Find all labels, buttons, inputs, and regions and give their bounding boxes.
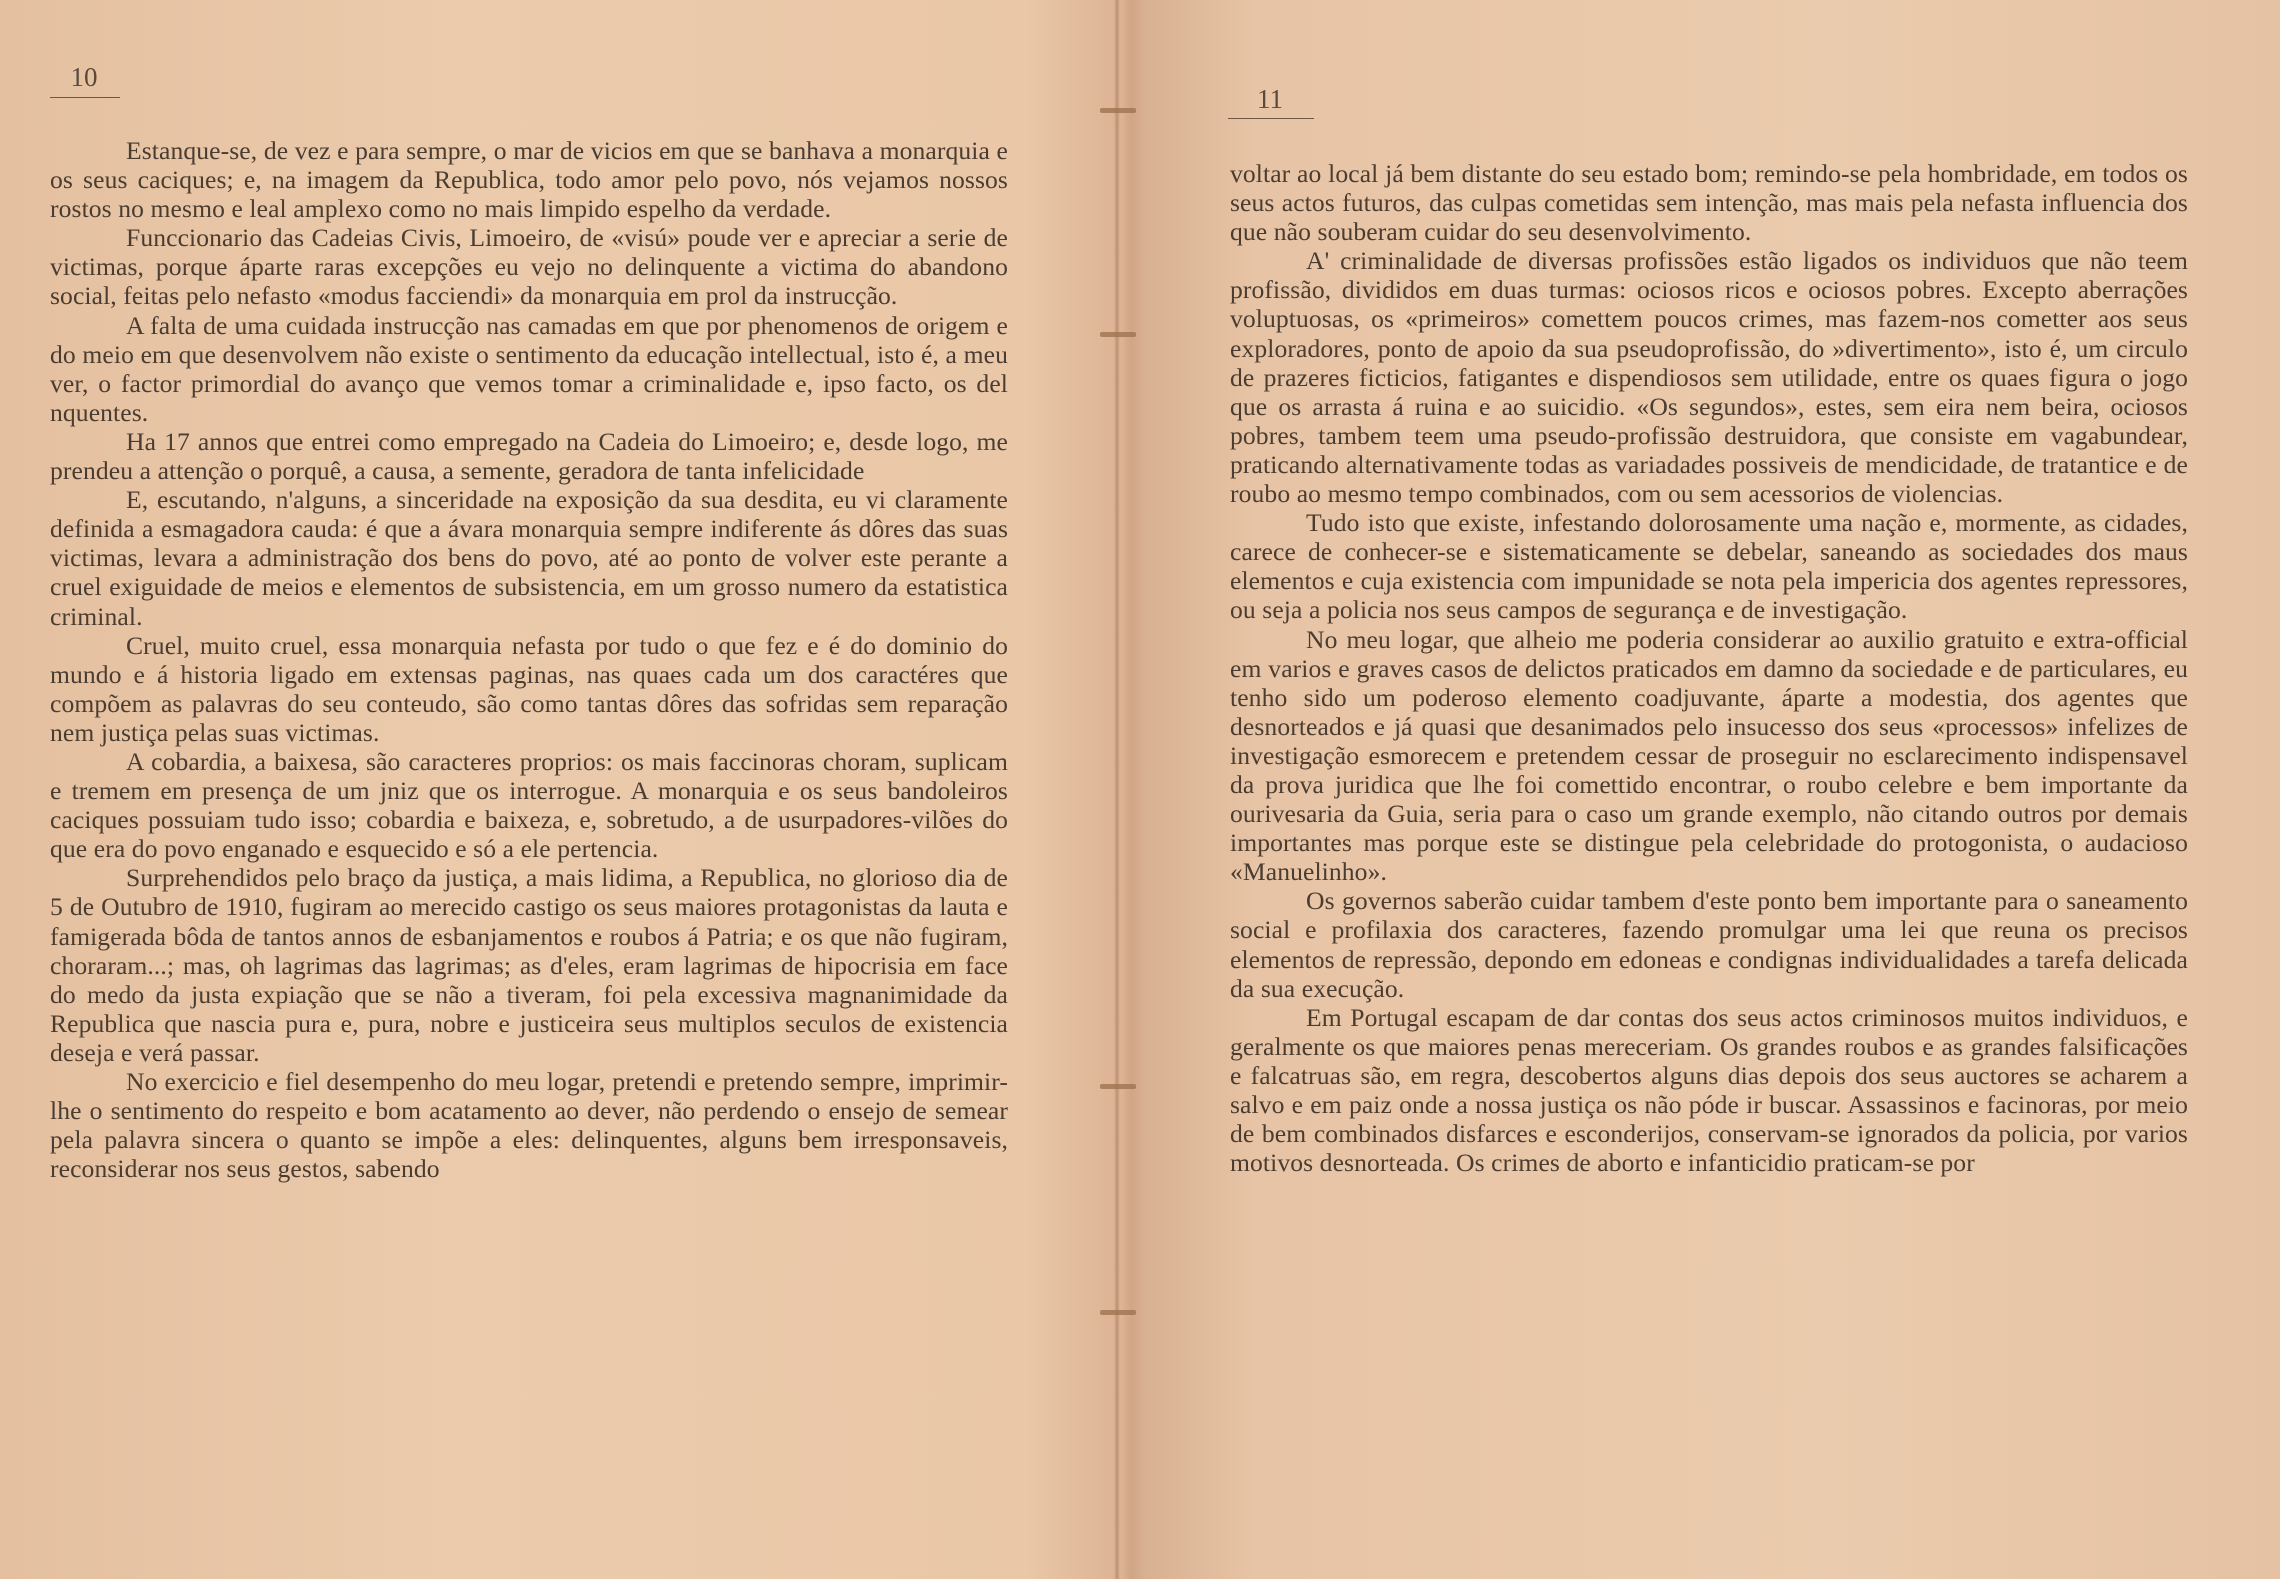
paragraph: Os governos saberão cuidar tambem d'este ponto bem importante para o saneamento social e profilaxia dos caracteres, fazendo promulgar uma lei que reuna os precisos elementos de repressão, depondo em edoneas e condignas individualidades a tarefa delicada da sua execução.: [1230, 886, 2188, 1003]
page-number-rule: [50, 97, 120, 98]
paragraph: Em Portugal escapam de dar contas dos seus actos criminosos muitos individuos, e geralmente os que maiores penas mereceriam. Os grandes roubos e as grandes falsificações e falcatruas são, em regra, descobertos alguns dias depois dos seus auctores se acharem a salvo e em paiz onde a nossa justiça os não póde ir buscar. Assassinos e facinoras, por meio de bem combinados disfarces e esconderijos, conservam-se ignorados da policia, por varios motivos desnorteada. Os crimes de aborto e infanticidio praticam-se por: [1230, 1002, 2188, 1178]
paragraph: E, escutando, n'alguns, a sinceridade na exposição da sua desdita, eu vi claramente definida a esmagadora cauda: é que a ávara monarquia sempre indiferente ás dôres das suas victimas, levara a administração dos bens do povo, até ao ponto de volver este perante a cruel exiguidade de meios e elementos de subsistencia, em um grosso numero da estatistica criminal.: [50, 485, 1008, 631]
book-spine: [1114, 0, 1120, 1579]
page-number: 11: [1257, 84, 1283, 114]
left-page: [0, 0, 1118, 1579]
paragraph: Ha 17 annos que entrei como empregado na Cadeia do Limoeiro; e, desde logo, me prendeu a attenção o porquê, a causa, a semente, geradora de tanta infelicidade: [50, 426, 1008, 486]
paragraph: Tudo isto que existe, infestando dolorosamente uma nação e, mormente, as cidades, carece de conhecer-se e sistematicamente se debelar, saneando as sociedades dos maus elementos e cuja existencia com impunidade se nota pela impericia dos agentes repressores, ou seja a policia nos seus campos de segurança e de investigação.: [1230, 508, 2188, 625]
paragraph: Surprehendidos pelo braço da justiça, a mais lidima, a Republica, no glorioso dia de 5 de Outubro de 1910, fugiram ao merecido castigo os seus maiores protagonistas da lauta e famigerada bôda de tantos annos de esbanjamentos e roubos á Patria; e os que não fugiram, choraram...; mas, oh lagrimas das lagrimas; as d'eles, eram lagrimas de hipocrisia em face do medo da justa expiação que se não a tiveram, foi pela excessiva magnanimidade da Republica que nascia pura e, pura, nobre e justiceira seus multiplos seculos de existencia deseja e verá passar.: [50, 863, 1008, 1067]
paragraph: Estanque-se, de vez e para sempre, o mar de vicios em que se banhava a monarquia e os seus caciques; e, na imagem da Republica, todo amor pelo povo, nós vejamos nossos rostos no mesmo e leal amplexo como no mais limpido espelho da verdade.: [50, 136, 1008, 224]
paragraph: voltar ao local já bem distante do seu estado bom; remindo-se pela hombridade, em todos os seus actos futuros, das culpas cometidas sem intenção, mas mais pela nefasta influencia dos que não souberam cuidar do seu desenvolvimento.: [1230, 159, 2188, 247]
page-number-rule: [1228, 118, 1314, 119]
paragraph: Cruel, muito cruel, essa monarquia nefasta por tudo o que fez e é do dominio do mundo e á historia ligado em extensas paginas, nas quaes cada um dos caractéres que compõem as palavras do seu conteudo, são como tantas dôres das sofridas sem reparação nem justiça pelas suas victimas.: [50, 630, 1008, 747]
right-page-text: [1230, 159, 2188, 1177]
paragraph: A' criminalidade de diversas profissões estão ligados os individuos que não teem profissão, divididos em duas turmas: ociosos ricos e ociosos pobres. Excepto aberrações voluptuosas, os «primeiros» comettem poucos crimes, mas fazem-nos cometter aos seus exploradores, ponto de apoio da sua pseudoprofissão, do »divertimento», isto é, um circulo de prazeres ficticios, fatigantes e dispendiosos sem utilidade, entre os quaes figura o jogo que os arrasta á ruina e ao suicidio. «Os segundos», estes, sem eira nem beira, ociosos pobres, tambem teem uma pseudo-profissão destruidora, que consiste em vagabundear, praticando alternativamente todas as variadades possiveis de mendicidade, de tratantice e de roubo ao mesmo tempo combinados, com ou sem acessorios de violencias.: [1230, 246, 2188, 509]
paragraph: Funccionario das Cadeias Civis, Limoeiro, de «visú» poude ver e apreciar a serie de victimas, porque áparte raras excepções eu vejo no delinquente a victima do abandono social, feitas pelo nefasto «modus facciendi» da monarquia em prol da instrucção.: [50, 223, 1008, 311]
left-page-text: [50, 136, 1008, 1183]
paragraph: A falta de uma cuidada instrucção nas camadas em que por phenomenos de origem e do meio em que desenvolvem não existe o sentimento da educação intellectual, isto é, a meu ver, o factor primordial do avanço que vemos tomar a criminalidade e, ipso facto, os del nquentes.: [50, 310, 1008, 427]
paragraph: No meu logar, que alheio me poderia considerar ao auxilio gratuito e extra-official em varios e graves casos de delictos praticados em damno da sociedade e de particulares, eu tenho sido um poderoso elemento coadjuvante, áparte a modestia, dos agentes que desnorteados e já quasi que desanimados pelo insucesso dos seus «processos» infelizes de investigação esmorecem e pretendem cessar de proseguir no esclarecimento indispensavel da prova juridica que lhe foi comettido encontrar, o roubo celebre e bem importante da ourivesaria da Guia, seria para o caso um grande exemplo, não citando outros por demais importantes mas porque este se distingue pela celebridade do protogonista, o audacioso «Manuelinho».: [1230, 624, 2188, 887]
paragraph: No exercicio e fiel desempenho do meu logar, pretendi e pretendo sempre, imprimir-lhe o sentimento do respeito e bom acatamento ao dever, não perdendo o ensejo de semear pela palavra sincera o quanto se impõe a eles: delinquentes, alguns bem irresponsaveis, reconsiderar nos seus gestos, sabendo: [50, 1067, 1008, 1184]
paragraph: A cobardia, a baixesa, são caracteres proprios: os mais faccinoras choram, suplicam e tremem em presença de um jniz que os interrogue. A monarquia e os seus bandoleiros caciques possuiam tudo isso; cobardia e baixeza, e, sobretudo, a de usurpadores-vilões do que era do povo enganado e esquecido e só a ele pertencia.: [50, 746, 1008, 864]
page-number: 10: [70, 62, 98, 92]
